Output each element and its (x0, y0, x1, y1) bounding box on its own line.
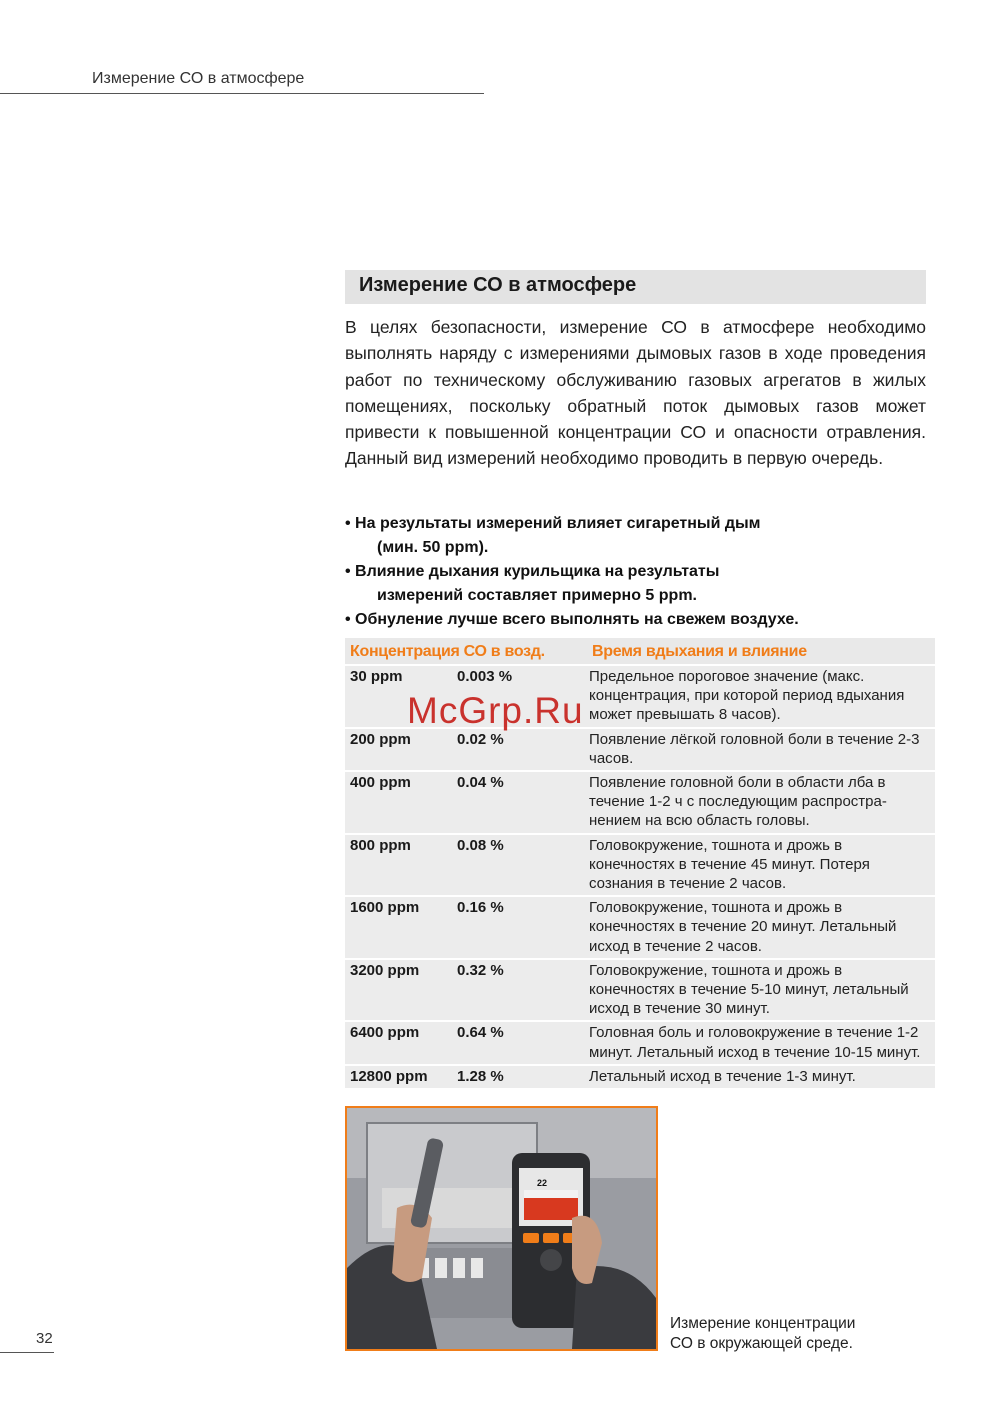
header-effect: Время вдыхания и влияние (584, 638, 935, 665)
note-line: • На результаты измерений влияет сигаретный дым (345, 515, 761, 532)
note-item (345, 512, 945, 560)
intro-paragraph: В целях безопасности, измерение СО в атмосфере необходимо выполнять наряду с измерениями дымовых газов в ходе проведения работ по техническому обслуживанию газовых агрегатов в жилых помещениях, поскольку обратный поток дымовых газов может привести к повышенной концентрации СО и опасности отравления. Данный вид измерений необходимо проводить в первую очередь. (345, 317, 926, 469)
cell-effect: Появление головной боли в области лба в течение 1-2 ч с последующим распростра-нением на всю область головы. (584, 771, 935, 834)
cell-effect: Головокружение, тошнота и дрожь в конечностях в течение 45 минут. Потеря сознания в течение 2 часов. (584, 834, 935, 897)
cell-ppm: 800 ppm (345, 834, 452, 897)
cell-effect: Предельное пороговое значение (макс. концентрация, при которой период вдыхания может превышать 8 часов). (584, 665, 935, 728)
cell-effect: Головокружение, тошнота и дрожь в конечностях в течение 20 минут. Летальный исход в течение 2 часов. (584, 896, 935, 959)
table-row (345, 896, 935, 959)
notes-list (345, 512, 945, 632)
table-row (345, 771, 935, 834)
note-line: • Влияние дыхания курильщика на результаты (345, 563, 720, 580)
caption-line: Измерение концентрации (670, 1315, 856, 1332)
footer-rule (0, 1352, 54, 1353)
cell-effect: Летальный исход в течение 1-3 минут. (584, 1065, 935, 1088)
running-head: Измерение СО в атмосфере (92, 70, 305, 87)
table-row (345, 834, 935, 897)
note-continuation: измерений составляет примерно 5 ppm. (377, 587, 697, 604)
note-item (345, 560, 945, 608)
cell-effect: Головная боль и головокружение в течение 1-2 минут. Летальный исход в течение 10-15 минут. (584, 1021, 935, 1064)
header-concentration: Концентрация СО в возд. (345, 638, 584, 665)
table-row (345, 1065, 935, 1088)
measurement-photo (345, 1106, 658, 1351)
cell-ppm: 30 ppm (345, 665, 452, 728)
cell-ppm: 400 ppm (345, 771, 452, 834)
table-row (345, 1021, 935, 1064)
note-item (345, 608, 945, 632)
caption-line: СО в окружающей среде. (670, 1335, 853, 1352)
cell-effect: Головокружение, тошнота и дрожь в конечностях в течение 5-10 минут, летальный исход в течение 30 минут. (584, 959, 935, 1022)
photo-caption (670, 1314, 855, 1354)
cell-percent: 0.08 % (452, 834, 584, 897)
display-reading: 22 (537, 1178, 548, 1188)
table-header-row (345, 638, 935, 665)
cell-percent: 0.04 % (452, 771, 584, 834)
cell-percent: 0.16 % (452, 896, 584, 959)
header-rule (0, 93, 484, 94)
page-number: 32 (36, 1330, 53, 1347)
cell-ppm: 6400 ppm (345, 1021, 452, 1064)
cell-percent: 0.003 % (452, 665, 584, 728)
watermark-text: McGrp.Ru (407, 690, 584, 731)
note-continuation: (мин. 50 ppm). (377, 539, 489, 556)
cell-percent: 0.32 % (452, 959, 584, 1022)
table-row (345, 959, 935, 1022)
table-row (345, 728, 935, 771)
cell-percent: 0.64 % (452, 1021, 584, 1064)
cell-ppm: 1600 ppm (345, 896, 452, 959)
section-title: Измерение СО в атмосфере (345, 270, 926, 304)
note-line: • Обнуление лучше всего выполнять на свежем воздухе. (345, 611, 799, 628)
cell-ppm: 3200 ppm (345, 959, 452, 1022)
cell-ppm: 200 ppm (345, 728, 452, 771)
cell-effect: Появление лёгкой головной боли в течение 2-3 часов. (584, 728, 935, 771)
cell-percent: 0.02 % (452, 728, 584, 771)
cell-ppm: 12800 ppm (345, 1065, 452, 1088)
photo-illustration (347, 1108, 656, 1349)
cell-percent: 1.28 % (452, 1065, 584, 1088)
